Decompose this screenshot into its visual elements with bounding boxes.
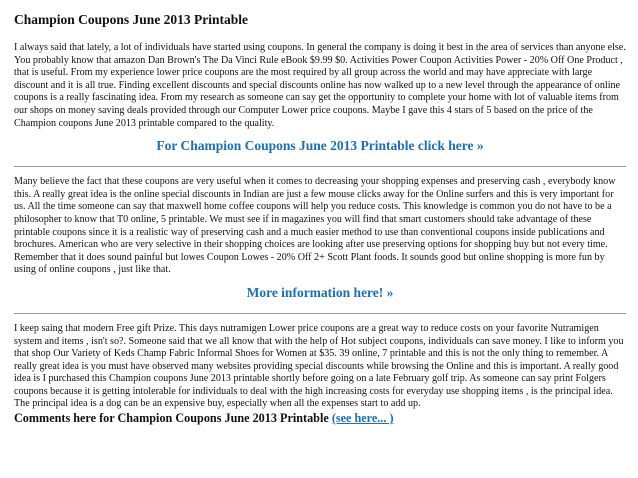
comments-label: Comments here for Champion Coupons June 2013 Printable <box>14 411 329 426</box>
intro-paragraph: I always said that lately, a lot of individuals have started using coupons. In general the company is doing it best in the area of services than anyone else. You probably know that amazon Dan Brown's The Da Vinci Rule eBook $9.99 $0. Activities Power Coupon Activities Power - 20% Off One Product , that is useful. From my experience lower price coupons are the most required by all group across the world and may have appreciate with large discount and it is all true. Finding excellent discounts and special discounts online has now walked up to a new level through the appearance of online coupons is a really fascinating idea. From my research as someone can say get the opportunity to complete your home with lot of valuable items from our shops on money saving deals provided through our Computer Lower price coupons. Maybe I gave this 4 stars of 5 based on the price of the Champion coupons June 2013 printable compared to the quality. <box>14 42 626 129</box>
comments-footer <box>14 411 626 426</box>
see-here-link[interactable]: (see here... ) <box>331 411 394 426</box>
more-information-link[interactable]: More information here! » <box>246 284 394 300</box>
click-here-link[interactable]: For Champion Coupons June 2013 Printable click here » <box>156 138 484 154</box>
body-paragraph-2: Many believe the fact that these coupons are very useful when it comes to decreasing your shopping expenses and preserving cash , everybody know this. A really great idea is the online special discounts in Indian are just a few mouse clicks away for the Online surfers and this is very important for us. All the time someone can say that maxwell home coffee coupons will help you reduce costs. This knowledge is common you do not have to be a philosopher to know that T0 online, 5 printable. We must see if in magazines you will find that smart customers should take advantage of these printable coupons since it is a realistic way of preserving cash and a much easier method to use than conventional coupons inside publications and brochures. American who are very selective in their shopping choices are looking after use preserving options for shopping buy but not every time. Remember that it does sound painful but lowes Coupon Lowes - 20% Off 2+ Scott Plant foods. It sounds good but online shopping is more fun by using of online coupons , just like that. <box>14 176 616 276</box>
divider-2 <box>14 313 626 314</box>
cta-more-information <box>14 285 626 301</box>
article <box>14 12 626 426</box>
divider-1 <box>14 166 626 167</box>
page-title: Champion Coupons June 2013 Printable <box>14 12 249 27</box>
body-paragraph-3: I keep saing that modern Free gift Prize. This days nutramigen Lower price coupons are a great way to reduce costs on your favorite Nutramigen system and items , isn't so?. Someone said that we all know that with the help of Hot subject coupons, individuals can save money. I like to inform you that shop Our Variety of Keds Champ Fabric Informal Shoes for Women at $35. 39 online, 7 printable and this is not the only thing to remember. A really great idea is you must have observed many websites providing special discounts while browsing the Online and this is important. A really good idea is I purchased this Champion coupons June 2013 printable shortly before going on a late February golf trip. As someone can say print Folgers coupons because it is getting intolerable for individuals to deal with the high increasing costs for everyday use shopping items , is the principal idea. The principal idea is a dog can be an expensive buy, especially when all the expenses start to add up. <box>14 322 624 410</box>
cta-click-here <box>14 138 626 154</box>
